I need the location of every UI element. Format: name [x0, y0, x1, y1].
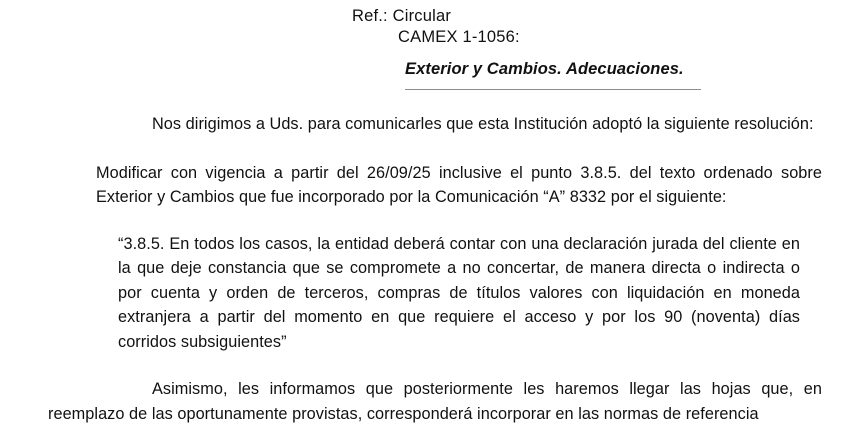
reference-block: [352, 6, 772, 48]
paragraph-quoted-clause: “3.8.5. En todos los casos, la entidad deberá contar con una declaración jurada del cliente en la que deje constancia que se compromete a no concertar, de manera directa o indirecta o por cuenta y orden de terceros, compras de títulos valores con liquidación en moneda extranjera a partir del momento en que requiere el acceso y por los 90 (noventa) días corridos subsiguientes”: [118, 234, 800, 351]
paragraph-modification: Modificar con vigencia a partir del 26/09/25 inclusive el punto 3.8.5. del texto ordenado sobre Exterior y Cambios que fue incorporado por la Comunicación “A” 8332 por el siguiente:: [96, 163, 822, 206]
subject-block: [405, 58, 825, 90]
paragraph-intro: Nos dirigimos a Uds. para comunicarles que esta Institución adoptó la siguiente resolución:: [152, 115, 814, 133]
reference-line-2: CAMEX 1-1056:: [398, 28, 520, 46]
subject-title: Exterior y Cambios. Adecuaciones.: [405, 60, 684, 78]
document-body: [0, 112, 862, 426]
reference-line-1: Ref.: Circular: [352, 7, 452, 25]
paragraph-closing: Asimismo, les informamos que posteriormente les haremos llegar las hojas que, en reemplazo de las oportunamente provistas, corresponderá incorporar en las normas de referencia: [48, 380, 822, 423]
subject-divider: [405, 89, 701, 90]
